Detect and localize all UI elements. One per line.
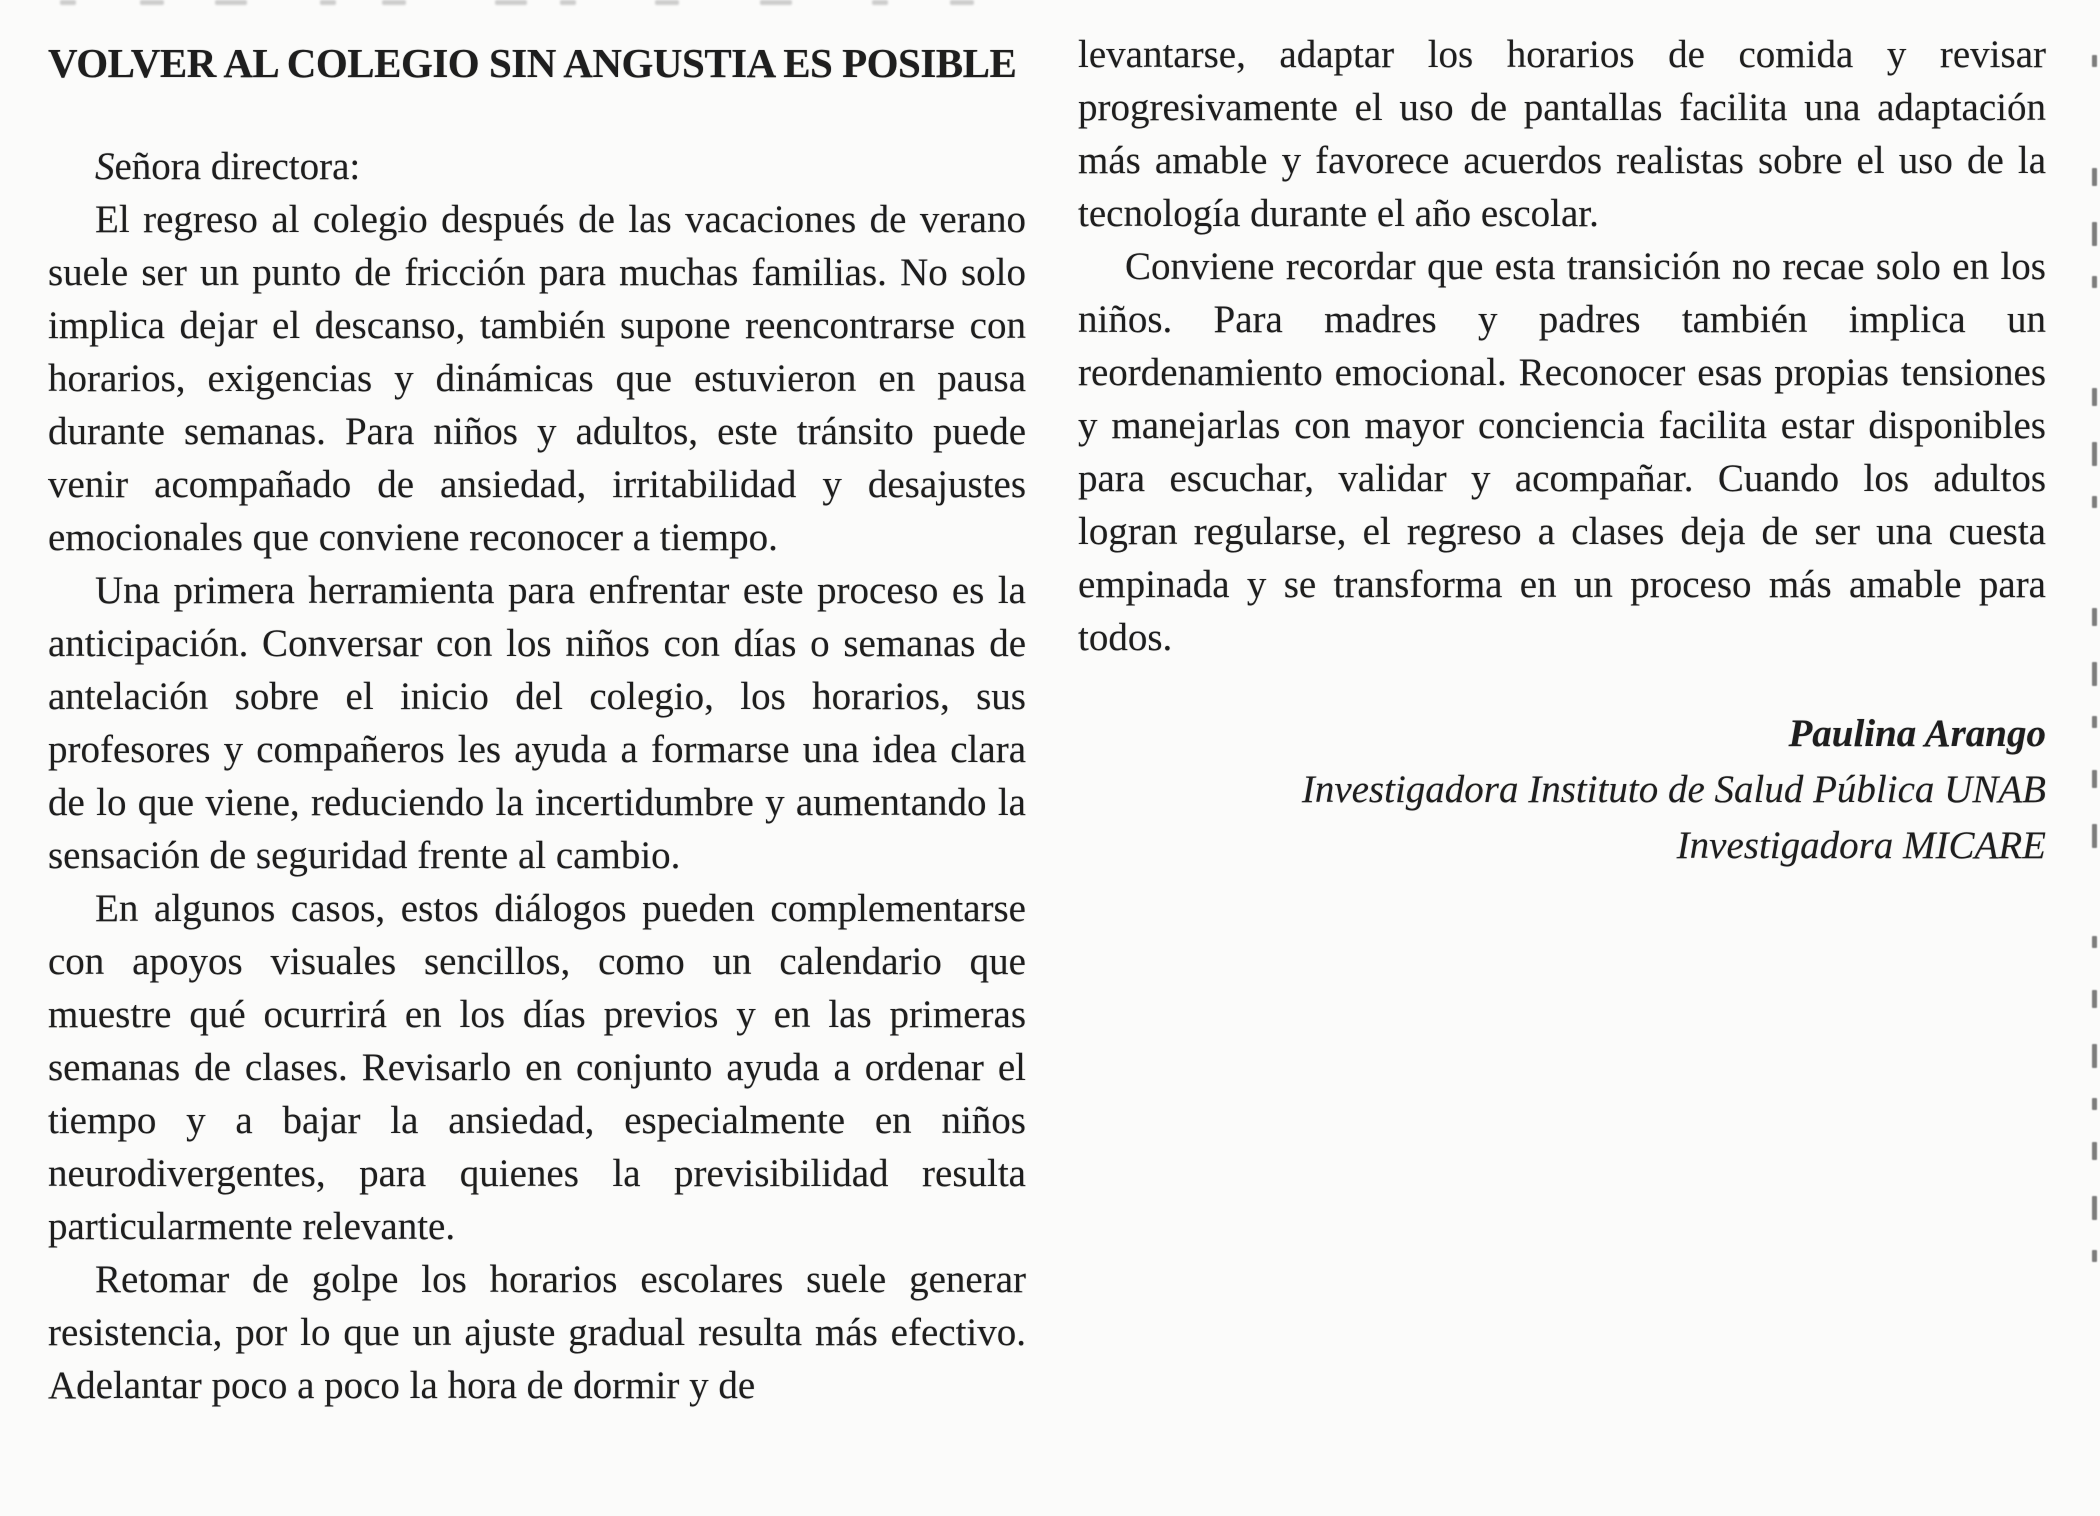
cropped-text-fragment [495, 0, 527, 5]
cropped-text-fragment [2092, 442, 2097, 466]
cropped-text-fragment [382, 0, 406, 5]
salutation-line [48, 140, 1026, 193]
cropped-text-fragment [2092, 1142, 2097, 1160]
cropped-text-fragment [2092, 1098, 2097, 1110]
cropped-text-fragment [655, 0, 679, 5]
cropped-text-fragment [215, 0, 247, 5]
cropped-text-fragment [872, 0, 888, 5]
paragraph: Conviene recordar que esta transición no recae solo en los niños. Para madres y padres también implica un reordenamiento emocional. Reconocer esas propias tensiones y manejarlas con mayor conciencia facilita estar disponibles para escuchar, validar y acompañar. Cuando los adultos logran regularse, el regreso a clases deja de ser una cuesta empinada y se transforma en un proceso más amable para todos. [1078, 245, 2046, 659]
paragraph: Una primera herramienta para enfrentar este proceso es la anticipación. Conversar con los niños con días o semanas de antelación sobre el inicio del colegio, los horarios, sus profesores y compañeros les ayuda a formarse una idea clara de lo que viene, reduciendo la incertidumbre y aumentando la sensación de seguridad frente al cambio. [48, 569, 1026, 877]
right-column [1078, 28, 2046, 874]
cropped-text-fragment [140, 0, 164, 5]
cropped-text-fragment [2092, 608, 2097, 626]
cropped-text-fragment [2092, 388, 2097, 406]
cropped-text-fragment [320, 0, 336, 5]
paragraph: En algunos casos, estos diálogos pueden complementarse con apoyos visuales sencillos, como un calendario que muestre qué ocurrirá en los días previos y en las primeras semanas de clases. Revisarlo en conjunto ayuda a ordenar el tiempo y a bajar la ansiedad, especialmente en niños neurodivergentes, para quienes la previsibilidad resulta particularmente relevante. [48, 887, 1026, 1248]
cropped-text-fragment [2092, 168, 2097, 186]
article-headline: VOLVER AL COLEGIO SIN ANGUSTIA ES POSIBLE [48, 40, 1017, 86]
cropped-text-fragment [760, 0, 792, 5]
left-column-body [48, 140, 1026, 1412]
cropped-text-fragment [950, 0, 974, 5]
cropped-text-fragment [2092, 824, 2097, 848]
signature-block [1078, 706, 2046, 874]
signature-role-2: Investigadora MICARE [1676, 824, 2046, 867]
cropped-text-fragment [2092, 716, 2097, 728]
paragraph: El regreso al colegio después de las vacaciones de verano suele ser un punto de fricción para muchas familias. No solo implica dejar el descanso, también supone reencontrarse con horarios, exigencias y dinámicas que estuvieron en pausa durante semanas. Para niños y adultos, este tránsito puede venir acompañado de ansiedad, irritabilidad y desajustes emocionales que conviene reconocer a tiempo. [48, 198, 1026, 559]
cropped-text-fragment [2092, 936, 2097, 948]
cropped-text-fragment [2092, 496, 2097, 508]
paragraph: Retomar de golpe los horarios escolares suele generar resistencia, por lo que un ajuste gradual resulta más efectivo. Adelantar poco a poco la hora de dormir y de [48, 1258, 1026, 1407]
cropped-text-fragment [2092, 1250, 2097, 1262]
signature-role-1: Investigadora Instituto de Salud Pública UNAB [1301, 768, 2046, 811]
signature-name: Paulina Arango [1788, 712, 2046, 755]
cropped-text-fragment [2092, 662, 2097, 686]
left-column [48, 40, 1026, 1412]
cropped-text-fragment [2092, 1196, 2097, 1220]
salutation-text: eñora directora: [114, 145, 361, 188]
cropped-text-fragment [2092, 276, 2097, 288]
cropped-text-fragment [560, 0, 576, 5]
cropped-text-fragment [2092, 55, 2097, 67]
cropped-text-fragment [2092, 770, 2097, 788]
cropped-text-fragment [60, 0, 76, 5]
salutation-initial: S [95, 145, 115, 188]
cropped-text-fragment [2092, 990, 2097, 1008]
cropped-text-fragment [2092, 222, 2097, 246]
cropped-text-fragment [2092, 1044, 2097, 1068]
right-column-body [1078, 28, 2046, 664]
paragraph-continuation: levantarse, adaptar los horarios de comida y revisar progresivamente el uso de pantallas facilita una adaptación más amable y favorece acuerdos realistas sobre el uso de la tecnología durante el año escolar. [1078, 33, 2046, 235]
